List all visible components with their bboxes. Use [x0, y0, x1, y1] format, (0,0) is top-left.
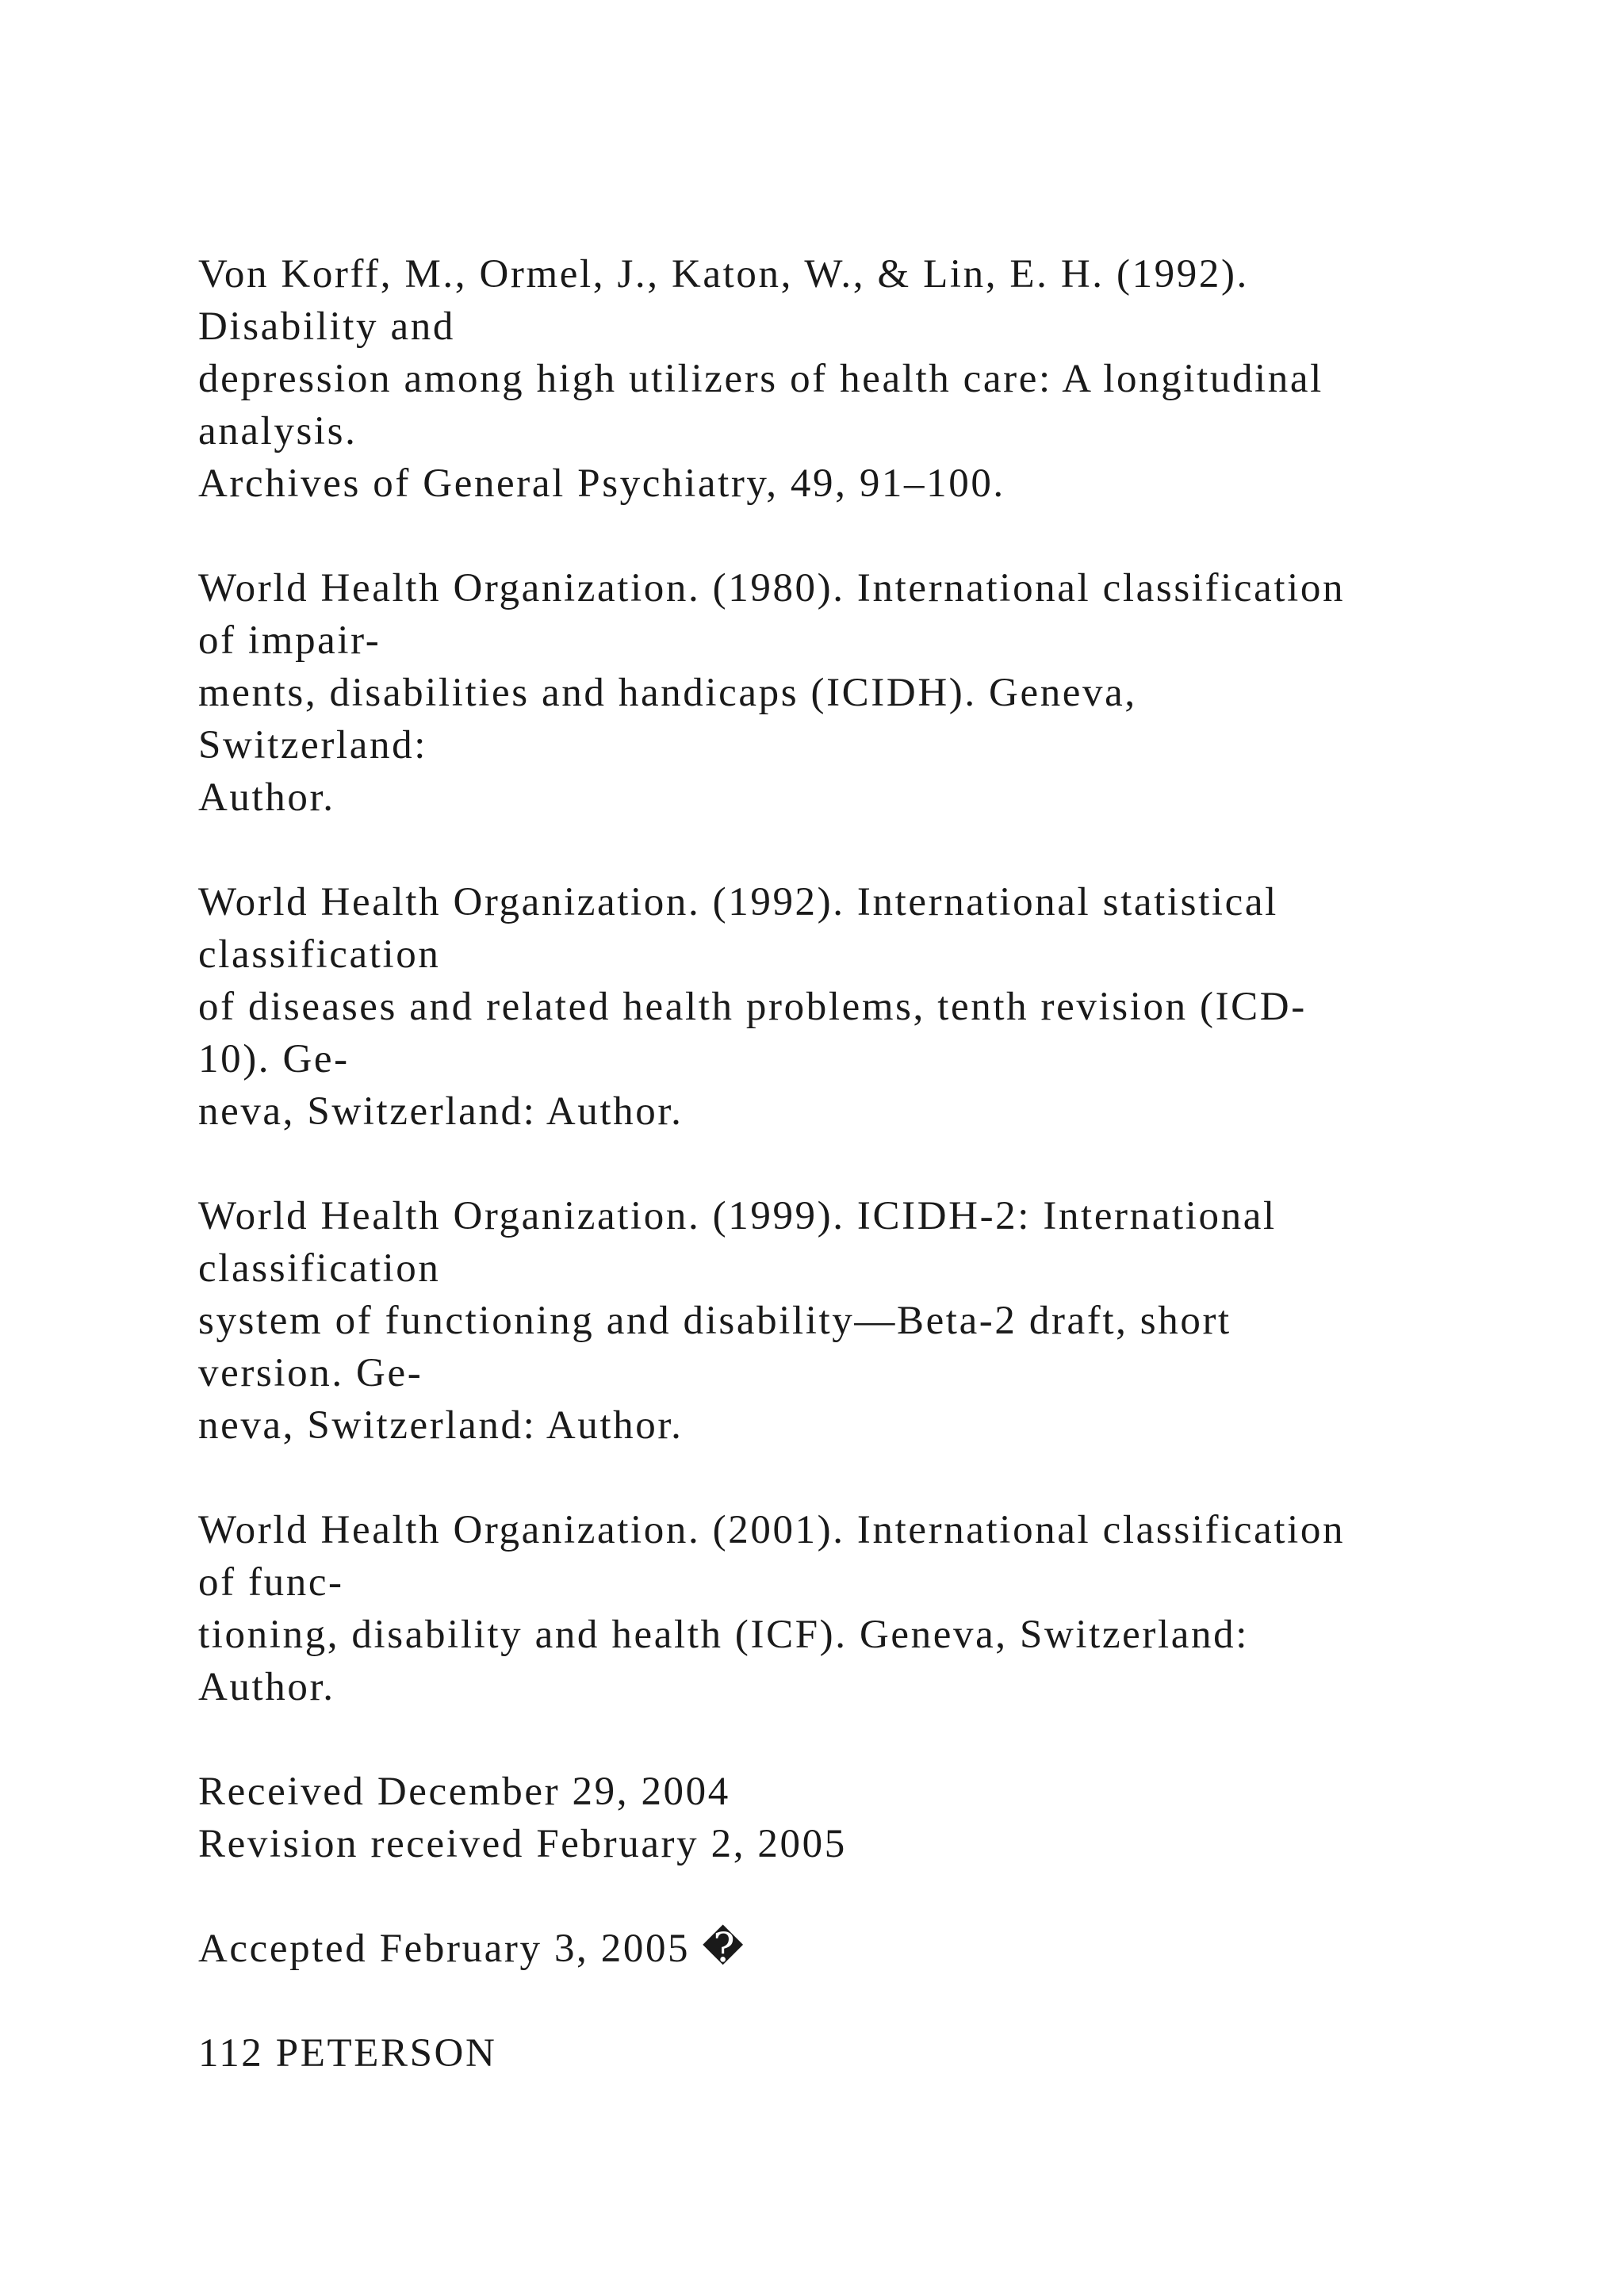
revision-date: Revision received February 2, 2005 — [198, 1822, 847, 1866]
reference-line: classification — [198, 932, 441, 977]
reference-line: World Health Organization. (1992). International statistical — [198, 880, 1278, 924]
reference-line: of func- — [198, 1560, 344, 1605]
reference-line: Disability and — [198, 304, 455, 349]
reference-line: World Health Organization. (1999). ICIDH-2: International — [198, 1194, 1277, 1238]
reference-line: World Health Organization. (2001). International classification — [198, 1508, 1346, 1552]
reference-line: Author. — [198, 1665, 335, 1709]
reference-line: Switzerland: — [198, 723, 427, 767]
reference-entry — [198, 1190, 1546, 1452]
reference-line: Archives of General Psychiatry, 49, 91–100. — [198, 461, 1005, 506]
paragraph-gap — [198, 510, 1546, 562]
reference-line: system of functioning and disability—Beta-2 draft, short — [198, 1299, 1231, 1343]
article-history — [198, 1766, 1546, 1870]
paragraph-gap — [198, 1713, 1546, 1766]
running-head: 112 PETERSON — [198, 2031, 497, 2076]
reference-line: classification — [198, 1246, 441, 1291]
paragraph-gap — [198, 1138, 1546, 1190]
reference-line: depression among high utilizers of health care: A longitudinal — [198, 357, 1323, 401]
paragraph-gap — [198, 1975, 1546, 2027]
reference-line: of impair- — [198, 618, 381, 663]
reference-line: tioning, disability and health (ICF). Geneva, Switzerland: — [198, 1613, 1249, 1657]
reference-entry — [198, 248, 1546, 510]
reference-line: Von Korff, M., Ormel, J., Katon, W., & Lin, E. H. (1992). — [198, 252, 1249, 297]
reference-line: Author. — [198, 775, 335, 820]
reference-line: ments, disabilities and handicaps (ICIDH). Geneva, — [198, 671, 1137, 715]
reference-line: neva, Switzerland: Author. — [198, 1403, 684, 1448]
paragraph-gap — [198, 824, 1546, 876]
reference-line: of diseases and related health problems, tenth revision (ICD- — [198, 985, 1307, 1029]
paragraph-gap — [198, 1870, 1546, 1923]
received-date: Received December 29, 2004 — [198, 1770, 730, 1814]
reference-entry — [198, 876, 1546, 1138]
reference-entry — [198, 562, 1546, 824]
reference-line: World Health Organization. (1980). International classification — [198, 566, 1346, 610]
reference-line: 10). Ge- — [198, 1037, 350, 1081]
paragraph-gap — [198, 1452, 1546, 1504]
document-page — [198, 248, 1546, 2080]
reference-line: neva, Switzerland: Author. — [198, 1089, 684, 1134]
reference-line: analysis. — [198, 409, 358, 453]
reference-entry — [198, 1504, 1546, 1713]
reference-line: version. Ge- — [198, 1351, 423, 1395]
accepted-date: Accepted February 3, 2005 � — [198, 1927, 746, 1971]
